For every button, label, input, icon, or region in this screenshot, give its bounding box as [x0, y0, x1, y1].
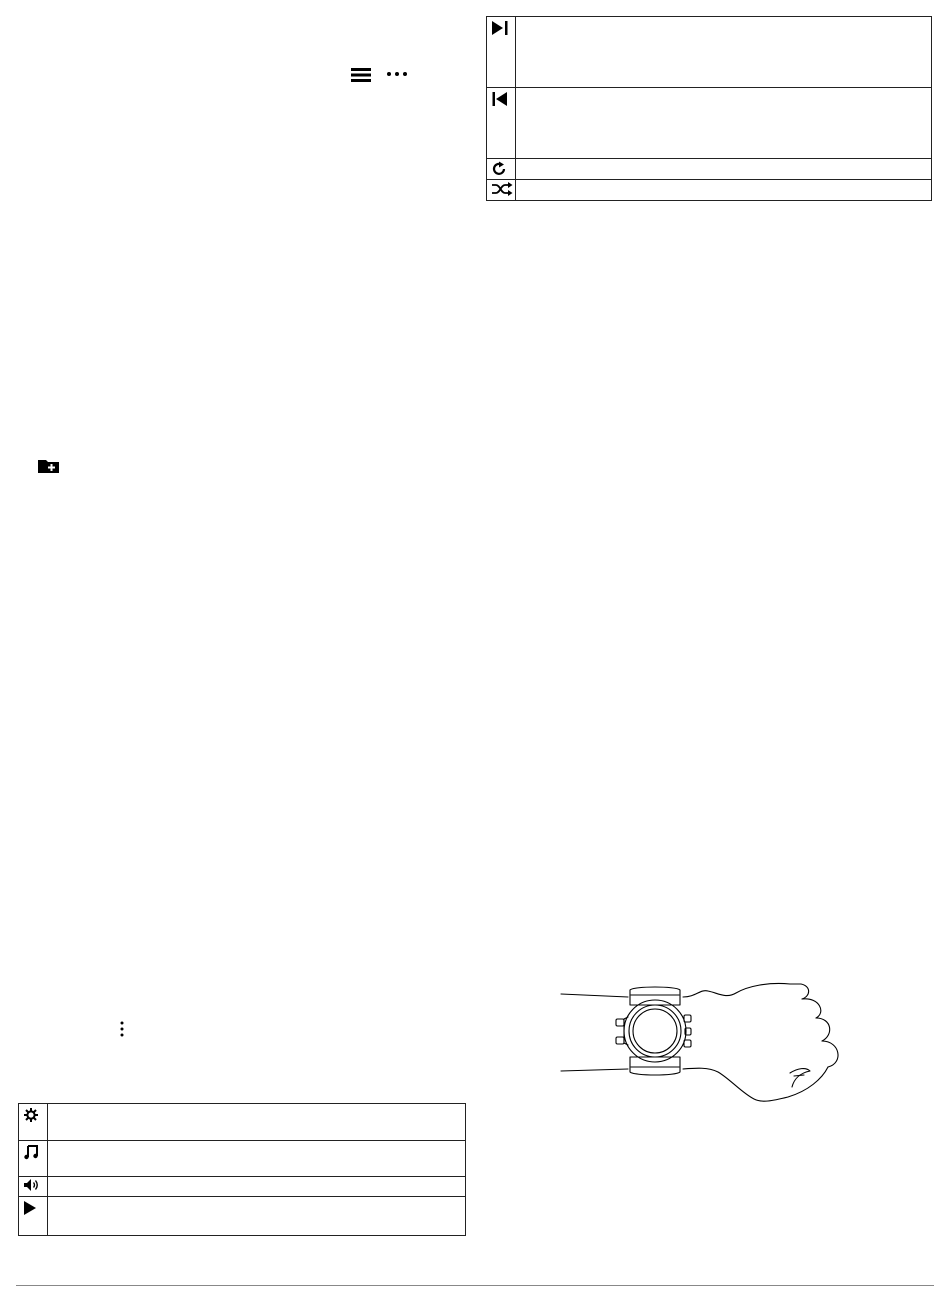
table-text-cell: [48, 1104, 466, 1141]
table-icon-cell: [487, 180, 516, 201]
table-row: [487, 17, 932, 88]
more-vertical-icon: [120, 1021, 124, 1037]
skip-next-icon: [487, 20, 515, 36]
music-controls-table-left: [18, 1103, 466, 1236]
play-icon: [19, 1200, 47, 1216]
table-text-cell: [48, 1177, 466, 1197]
table-text-cell: [48, 1141, 466, 1177]
table-text-cell: [516, 17, 932, 88]
music-note-icon: [19, 1144, 47, 1160]
repeat-icon: [487, 161, 515, 177]
table-icon-cell: [19, 1104, 48, 1141]
shuffle-icon: [487, 182, 515, 196]
watch-on-wrist-illustration: [558, 975, 848, 1110]
music-controls-table-right: [486, 16, 932, 201]
table-row: [487, 88, 932, 159]
table-row: [19, 1177, 466, 1197]
table-icon-cell: [487, 17, 516, 88]
table-text-cell: [516, 88, 932, 159]
table-text-cell: [516, 180, 932, 201]
table-row: [19, 1197, 466, 1236]
more-horizontal-icon: [386, 71, 408, 77]
table-row: [487, 159, 932, 180]
hamburger-menu-icon: [351, 67, 371, 83]
table-icon-cell: [19, 1177, 48, 1197]
table-row: [487, 180, 932, 201]
table-row: [19, 1104, 466, 1141]
skip-previous-icon: [487, 91, 515, 107]
table-icon-cell: [19, 1141, 48, 1177]
table-icon-cell: [487, 88, 516, 159]
volume-icon: [19, 1178, 47, 1192]
table-text-cell: [48, 1197, 466, 1236]
table-icon-cell: [487, 159, 516, 180]
table-row: [19, 1141, 466, 1177]
table-icon-cell: [19, 1197, 48, 1236]
footer-rule: [16, 1285, 934, 1286]
gear-icon: [19, 1107, 47, 1123]
folder-add-icon: [38, 458, 60, 474]
table-text-cell: [516, 159, 932, 180]
